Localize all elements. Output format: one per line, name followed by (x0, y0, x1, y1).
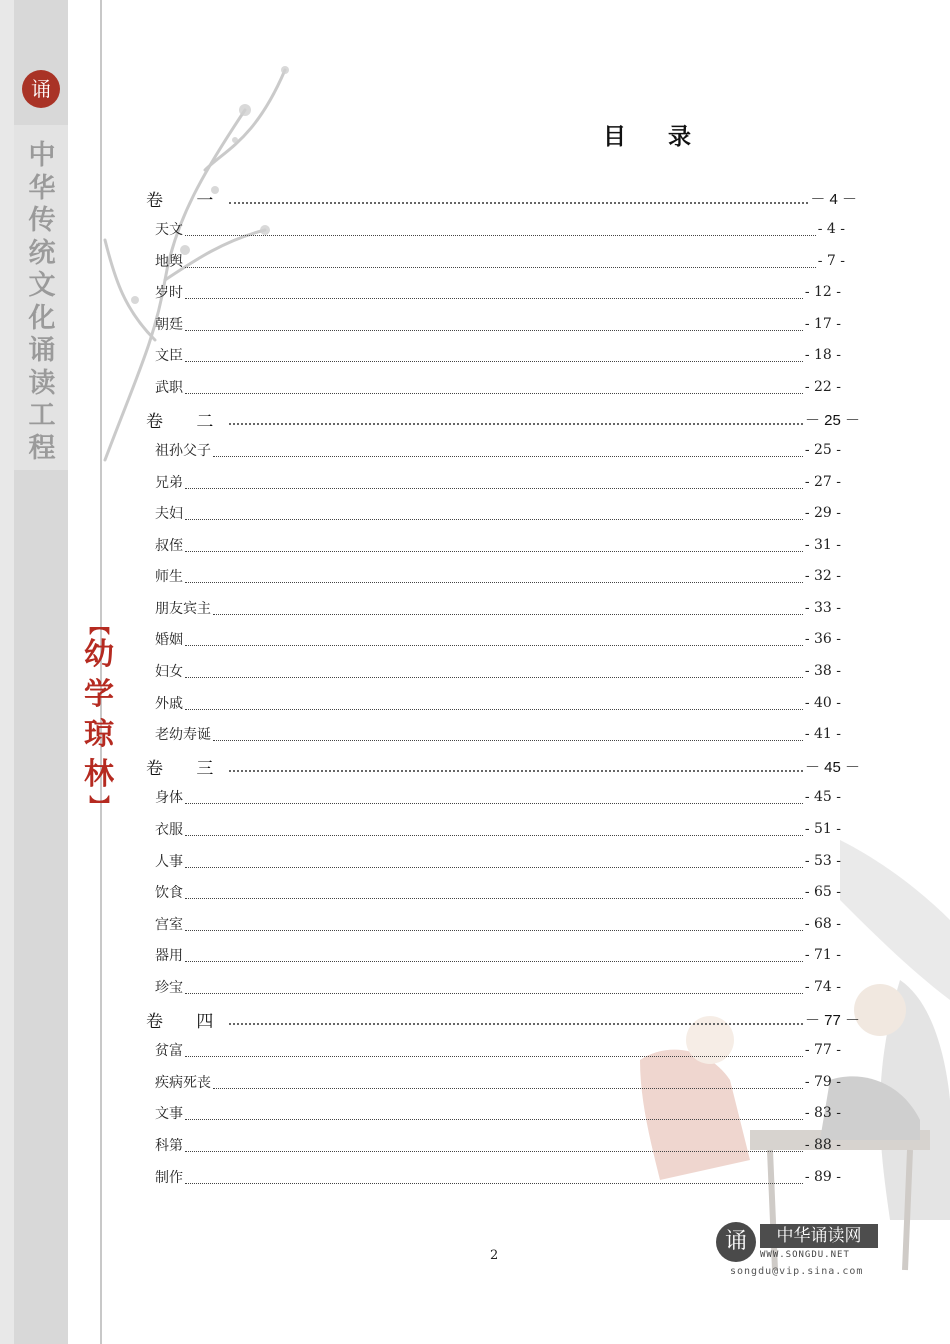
toc-entry[interactable] (155, 722, 841, 746)
toc-entry[interactable] (155, 375, 841, 399)
logo-email: songdu@vip.sina.com (730, 1266, 864, 1277)
toc-leader-dots (229, 1022, 803, 1025)
toc-entry-label: 宫室 (155, 917, 183, 933)
toc-volume-2[interactable] (146, 407, 860, 431)
toc-page-number: - 40 - (804, 695, 841, 711)
toc-entry-label: 武职 (155, 380, 183, 396)
toc-entry-label: 文臣 (155, 348, 183, 364)
toc-volume-label: 卷 二 (146, 411, 228, 432)
toc-leader-dots (185, 992, 803, 994)
toc-entry[interactable] (155, 880, 841, 904)
toc-entry-label: 外戚 (155, 696, 183, 712)
toc-entry[interactable] (155, 596, 841, 620)
toc-volume-label: 卷 三 (146, 758, 228, 779)
toc-page-number: - 68 - (804, 916, 841, 932)
toc-page-number: - 53 - (804, 853, 841, 869)
toc-leader-dots (185, 929, 803, 931)
toc-leader-dots (185, 644, 803, 646)
toc-entry[interactable] (155, 249, 845, 273)
toc-page-number: - 71 - (804, 947, 841, 963)
logo-seal: 诵 (716, 1222, 756, 1262)
toc-page-number: - 36 - (804, 631, 841, 647)
toc-entry[interactable] (155, 564, 841, 588)
toc-volume-3[interactable] (146, 754, 860, 778)
toc-entry[interactable] (155, 785, 841, 809)
toc-page-number: - 25 - (804, 442, 841, 458)
toc-leader-dots (185, 234, 816, 236)
toc-page-number: - 74 - (804, 979, 841, 995)
toc-leader-dots (185, 581, 803, 583)
toc-entry[interactable] (155, 1165, 841, 1189)
toc-leader-dots (185, 266, 816, 268)
toc-entry[interactable] (155, 438, 841, 462)
toc-entry-label: 妇女 (155, 664, 183, 680)
toc-page-number: - 79 - (804, 1074, 841, 1090)
toc-leader-dots (185, 834, 803, 836)
toc-leader-dots (213, 739, 803, 741)
toc-volume-4[interactable] (146, 1007, 860, 1031)
toc-leader-dots (185, 708, 803, 710)
logo-name: 中华诵读网 (760, 1224, 878, 1248)
page-number: 2 (490, 1248, 499, 1263)
toc-entry-label: 婚姻 (155, 632, 183, 648)
toc-entry-label: 衣服 (155, 822, 183, 838)
toc-entry[interactable] (155, 817, 841, 841)
toc-entry[interactable] (155, 217, 845, 241)
toc-page-number: - 17 - (804, 316, 841, 332)
toc-page-number: - 83 - (804, 1105, 841, 1121)
toc-leader-dots (229, 422, 803, 425)
toc-leader-dots (185, 518, 803, 520)
toc-leader-dots (185, 297, 803, 299)
toc-leader-dots (185, 1055, 803, 1057)
bracket-open: 【 (87, 615, 111, 635)
toc-entry-label: 饮食 (155, 885, 183, 901)
toc-page-number: - 41 - (804, 726, 841, 742)
toc-leader-dots (185, 960, 803, 962)
toc-page-number: － 45 － (804, 758, 860, 776)
toc-page-number: - 27 - (804, 474, 841, 490)
sidebar (0, 0, 114, 1344)
toc-entry-label: 老幼寿诞 (155, 727, 211, 743)
toc-entry[interactable] (155, 1070, 841, 1094)
toc-page-number: － 77 － (804, 1011, 860, 1029)
toc-entry[interactable] (155, 943, 841, 967)
toc-volume-label: 卷 四 (146, 1011, 228, 1032)
toc-page-number: - 77 - (804, 1042, 841, 1058)
toc-leader-dots (213, 613, 803, 615)
toc-page-number: - 51 - (804, 821, 841, 837)
toc-entry-label: 身体 (155, 790, 183, 806)
toc-entry-label: 朋友宾主 (155, 601, 211, 617)
toc-entry-label: 制作 (155, 1170, 183, 1186)
book-title-text: 幼学琼林 (84, 637, 114, 792)
toc-entry[interactable] (155, 470, 841, 494)
toc-leader-dots (185, 329, 803, 331)
toc-entry[interactable] (155, 627, 841, 651)
toc-page-number: - 31 - (804, 537, 841, 553)
toc-leader-dots (213, 1087, 803, 1089)
toc-leader-dots (185, 676, 803, 678)
toc-volume-1[interactable] (146, 186, 857, 210)
toc-page-number: - 7 - (817, 253, 845, 269)
book-title (82, 615, 116, 815)
toc-page-number: - 89 - (804, 1169, 841, 1185)
toc-page-number: － 4 － (810, 190, 857, 208)
toc-entry-label: 科第 (155, 1138, 183, 1154)
toc-entry-label: 珍宝 (155, 980, 183, 996)
toc-entry[interactable] (155, 1133, 841, 1157)
toc-entry-label: 叔侄 (155, 538, 183, 554)
toc-entry[interactable] (155, 1038, 841, 1062)
songdu-logo (716, 1222, 881, 1284)
toc-entry-label: 人事 (155, 854, 183, 870)
toc-leader-dots (185, 392, 803, 394)
toc-page-number: － 25 － (804, 411, 860, 429)
page-title: 目录 (603, 124, 733, 150)
toc-entry[interactable] (155, 1101, 841, 1125)
toc-entry[interactable] (155, 912, 841, 936)
toc-leader-dots (213, 455, 803, 457)
toc-leader-dots (185, 550, 803, 552)
toc-entry-label: 贫富 (155, 1043, 183, 1059)
toc-entry[interactable] (155, 280, 841, 304)
toc-page-number: - 18 - (804, 347, 841, 363)
toc-page-number: - 33 - (804, 600, 841, 616)
sidebar-outer-strip (0, 0, 14, 1344)
toc-entry[interactable] (155, 533, 841, 557)
toc-volume-label: 卷 一 (146, 190, 228, 211)
toc-entry-label: 兄弟 (155, 475, 183, 491)
toc-entry-label: 疾病死丧 (155, 1075, 211, 1091)
toc-entry-label: 祖孙父子 (155, 443, 211, 459)
toc-entry-label: 天文 (155, 222, 183, 238)
series-title: 中华传统文化诵读工程 (28, 140, 56, 464)
toc-entry[interactable] (155, 501, 841, 525)
toc-leader-dots (185, 1118, 803, 1120)
toc-entry[interactable] (155, 343, 841, 367)
toc-page-number: - 88 - (804, 1137, 841, 1153)
toc-leader-dots (185, 1182, 803, 1184)
toc-entry[interactable] (155, 849, 841, 873)
toc-leader-dots (229, 201, 808, 204)
logo-url: WWW.SONGDU.NET (760, 1250, 850, 1260)
toc-leader-dots (185, 487, 803, 489)
toc-page-number: - 65 - (804, 884, 841, 900)
toc-entry-label: 文事 (155, 1106, 183, 1122)
toc-page-number: - 32 - (804, 568, 841, 584)
toc-leader-dots (185, 897, 803, 899)
toc-page-number: - 45 - (804, 789, 841, 805)
toc-page-number: - 4 - (817, 221, 845, 237)
toc-entry-label: 岁时 (155, 285, 183, 301)
toc-entry[interactable] (155, 691, 841, 715)
toc-entry-label: 朝廷 (155, 317, 183, 333)
toc-page-number: - 22 - (804, 379, 841, 395)
toc-entry-label: 师生 (155, 569, 183, 585)
toc-page-number: - 12 - (804, 284, 841, 300)
toc-page-number: - 29 - (804, 505, 841, 521)
toc-leader-dots (185, 802, 803, 804)
toc-entry[interactable] (155, 659, 841, 683)
bracket-close: 】 (87, 795, 111, 815)
toc-entry-label: 器用 (155, 948, 183, 964)
toc-page-number: - 38 - (804, 663, 841, 679)
toc-leader-dots (185, 360, 803, 362)
toc-entry-label: 夫妇 (155, 506, 183, 522)
toc-entry[interactable] (155, 312, 841, 336)
seal-logo: 诵 (22, 70, 60, 108)
toc-leader-dots (185, 866, 803, 868)
toc-leader-dots (185, 1150, 803, 1152)
toc-entry[interactable] (155, 975, 841, 999)
toc-entry-label: 地舆 (155, 254, 183, 270)
toc-leader-dots (229, 769, 803, 772)
